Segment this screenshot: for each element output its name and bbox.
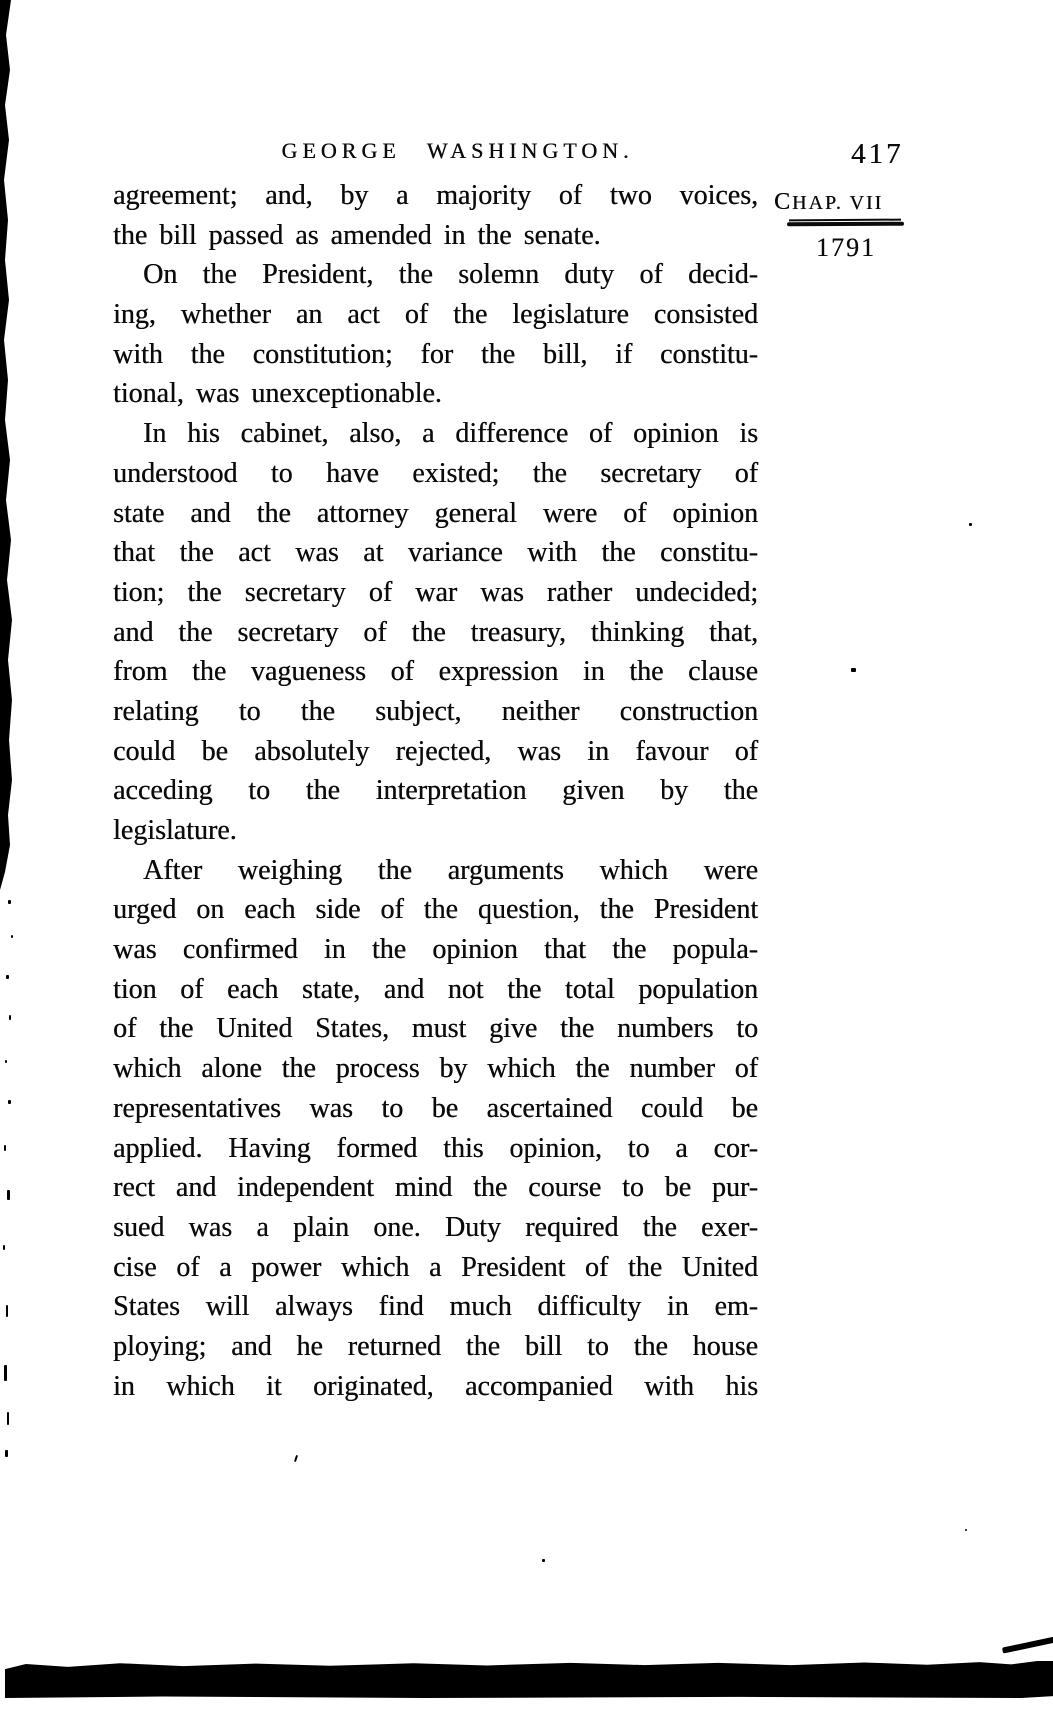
ink-speck (5, 1450, 8, 1457)
text-line: ing, whether an act of the legislature consisted (113, 299, 758, 331)
ink-speck (8, 900, 11, 904)
text-line: acceding to the interpretation given by the (113, 775, 758, 807)
text-line: States will always find much difficulty in em- (113, 1291, 758, 1323)
text-line: representatives was to be ascertained could be (113, 1092, 758, 1124)
text-line: tion of each state, and not the total population (113, 973, 758, 1005)
text-line: ploying; and he returned the bill to the house (113, 1330, 758, 1362)
text-line: tion; the secretary of war was rather undecided; (113, 576, 758, 608)
text-line: sued was a plain one. Duty required the exer- (113, 1211, 758, 1243)
body-text (113, 176, 758, 1406)
ink-speck (542, 1559, 545, 1562)
text-line: and the secretary of the treasury, thinking that, (113, 616, 758, 648)
ink-speck (3, 1245, 5, 1250)
text-line: from the vagueness of expression in the clause (113, 656, 758, 688)
ink-speck (5, 1060, 7, 1063)
text-line: in which it originated, accompanied with his (113, 1370, 758, 1402)
text-line: In his cabinet, also, a difference of opinion is (143, 418, 758, 450)
ink-speck (4, 1365, 7, 1381)
ink-speck (9, 1015, 11, 1020)
ink-speck (6, 1305, 8, 1317)
text-line: After weighing the arguments which were (143, 854, 758, 886)
ink-speck (4, 1145, 6, 1151)
page-number: 417 (851, 138, 904, 170)
text-line: the bill passed as amended in the senate. (113, 219, 601, 251)
ink-speck (7, 1412, 9, 1425)
chapter-rule (787, 222, 904, 227)
text-line: understood to have existed; the secretary of (113, 457, 758, 489)
year-note: 1791 (816, 233, 876, 262)
text-line: that the act was at variance with the constitu- (113, 537, 758, 569)
text-line: with the constitution; for the bill, if constitu- (113, 338, 758, 370)
text-line: rect and independent mind the course to be pur- (113, 1172, 758, 1204)
ink-speck (851, 668, 856, 672)
text-line: tional, was unexceptionable. (113, 378, 442, 410)
text-line: agreement; and, by a majority of two voices, (113, 180, 758, 211)
scan-edge-artifact (0, 0, 16, 900)
text-line: could be absolutely rejected, was in favour of (113, 735, 758, 767)
ink-speck (7, 1190, 10, 1200)
text-line: urged on each side of the question, the President (113, 894, 758, 926)
text-line: was confirmed in the opinion that the popula- (113, 934, 758, 966)
text-line: legislature. (113, 815, 237, 846)
scan-bottom-bar-artifact (5, 1661, 1053, 1698)
running-header-title: GEORGE WASHINGTON. (281, 138, 634, 163)
text-line: relating to the subject, neither construction (113, 695, 758, 727)
ink-speck (8, 1100, 11, 1104)
ink-speck (6, 975, 9, 979)
text-line: of the United States, must give the numbers to (113, 1013, 758, 1045)
text-line: cise of a power which a President of the United (113, 1251, 758, 1283)
ink-speck (11, 935, 13, 938)
chapter-note: CHAP. VII (774, 189, 884, 215)
text-line: applied. Having formed this opinion, to a cor- (113, 1132, 758, 1164)
ink-speck (969, 523, 972, 526)
scan-bar-notch-artifact (1002, 1636, 1053, 1653)
text-line: state and the attorney general were of opinion (113, 497, 758, 529)
text-line: which alone the process by which the number of (113, 1053, 758, 1085)
ink-speck (294, 1455, 298, 1462)
ink-speck (965, 1529, 967, 1531)
text-line: On the President, the solemn duty of decid- (143, 259, 758, 291)
